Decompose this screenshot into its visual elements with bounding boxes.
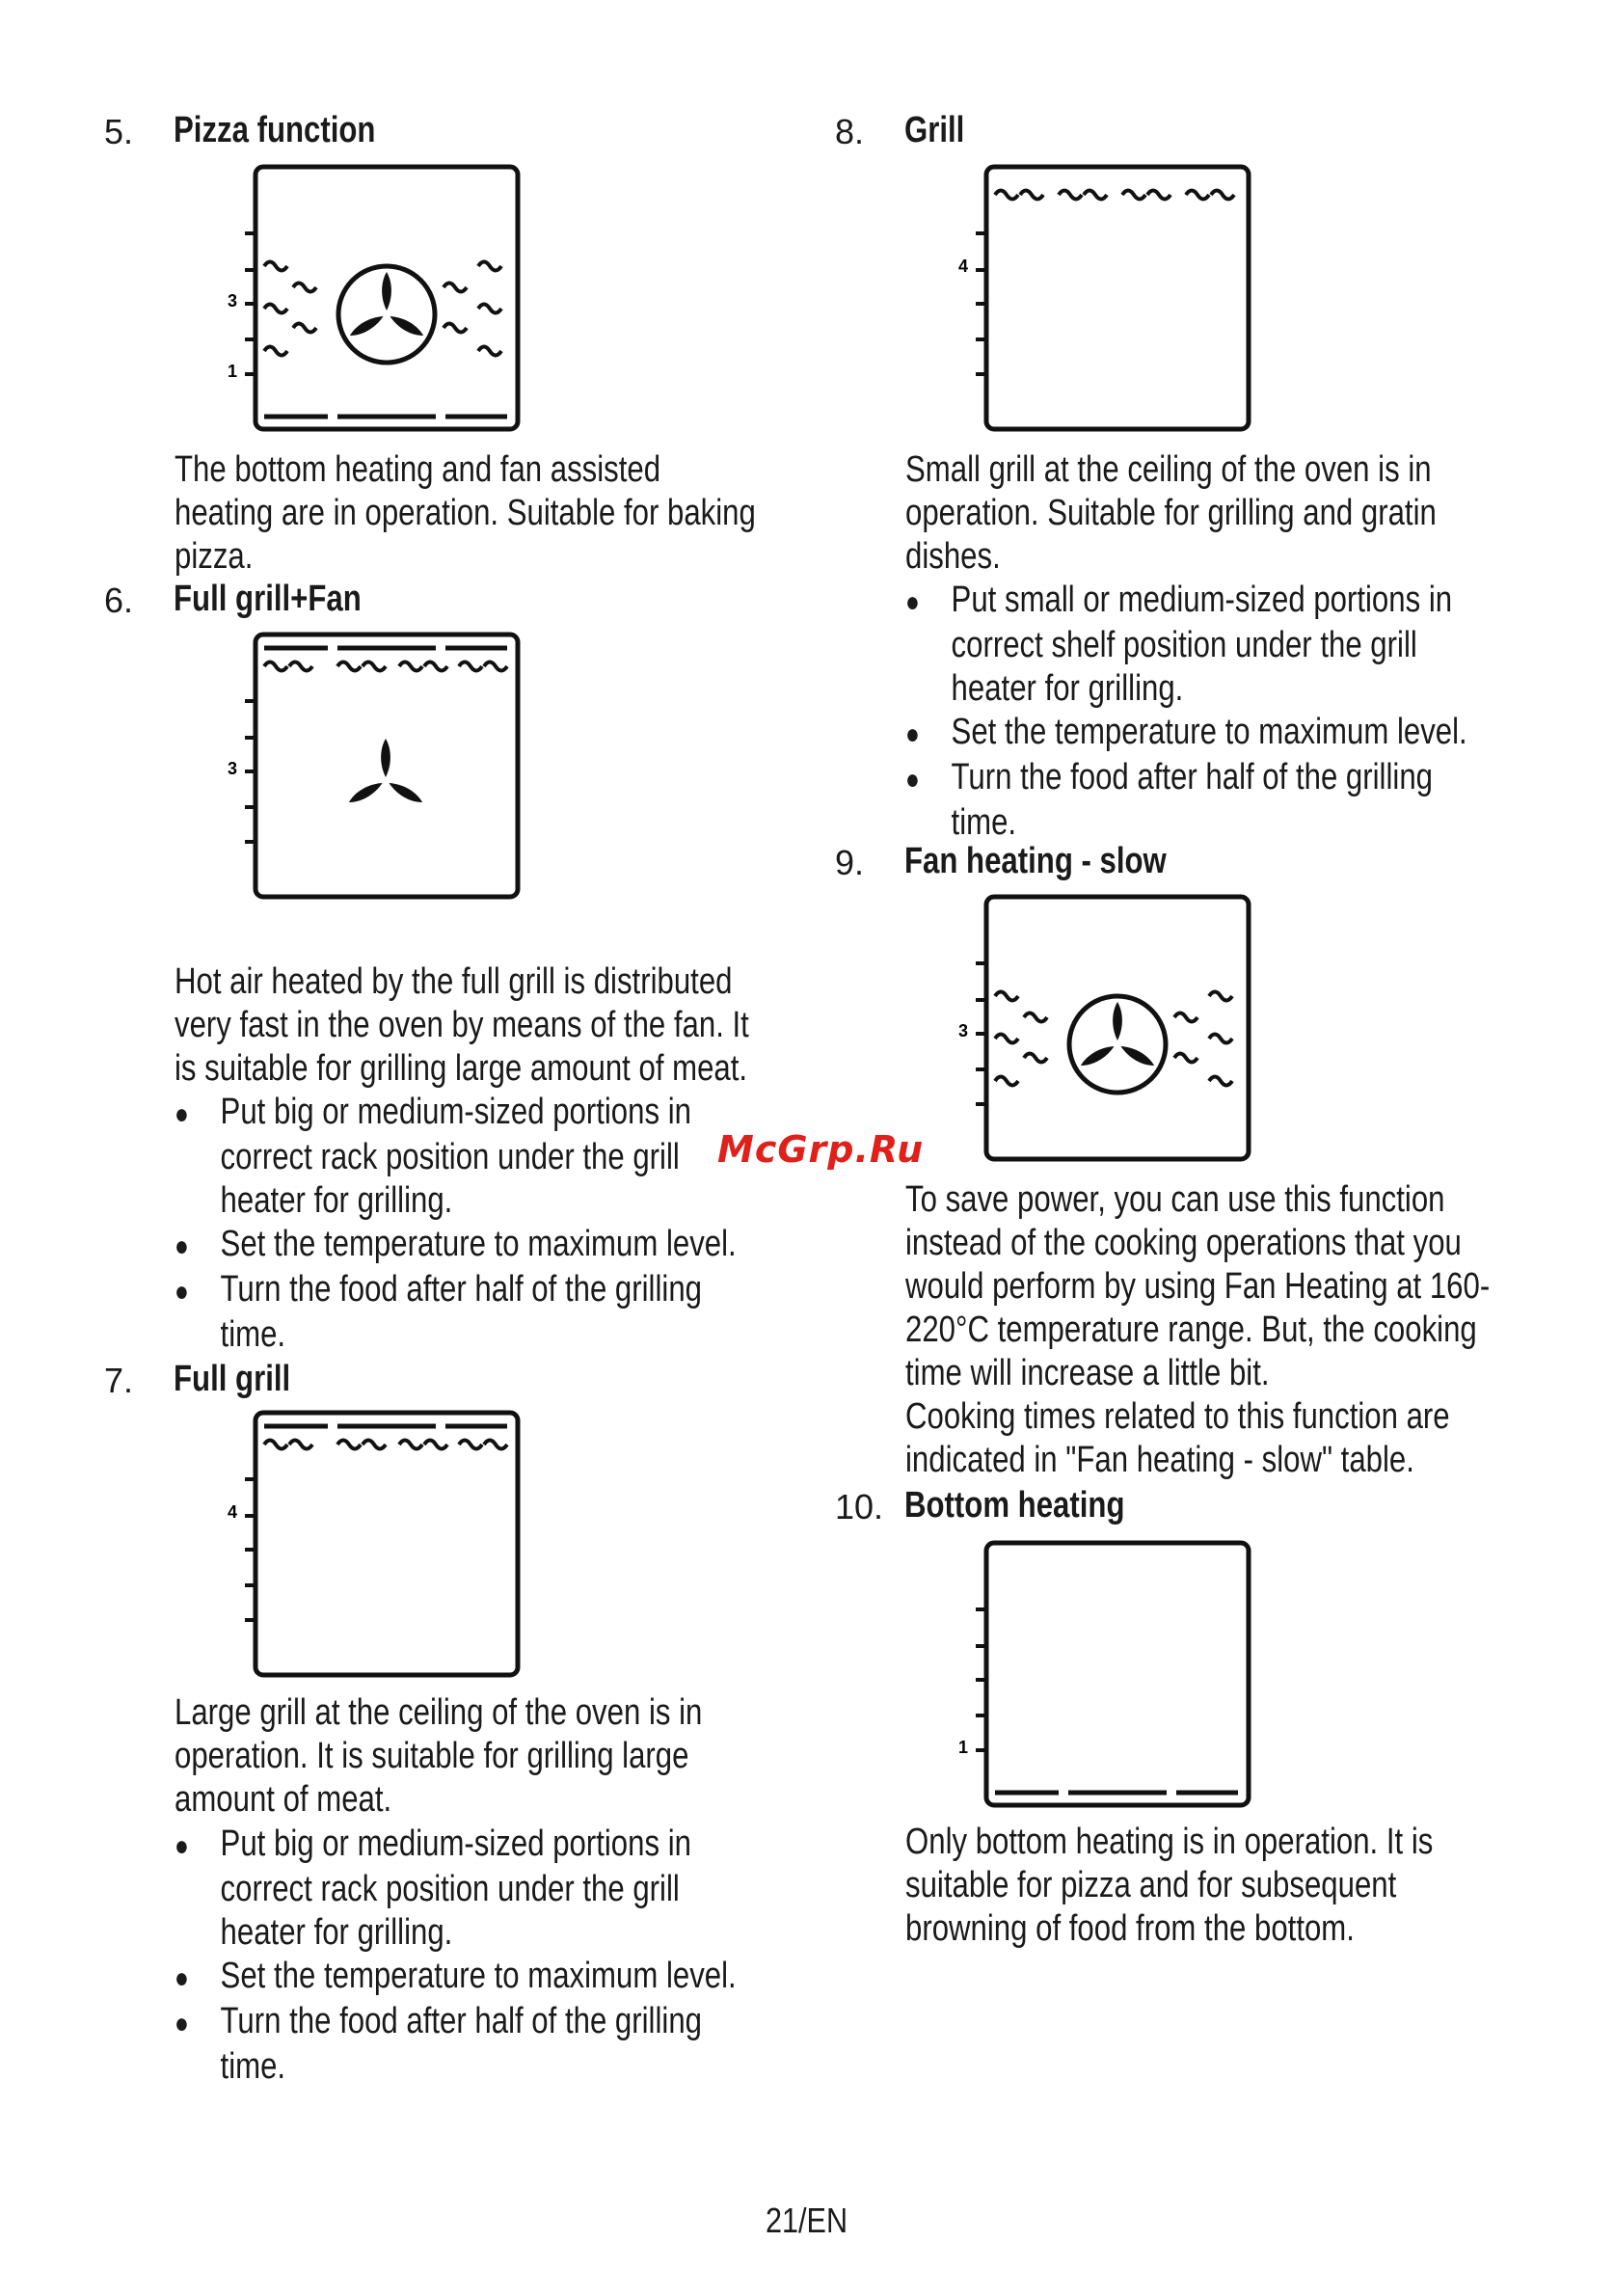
shelf-label: 3	[228, 759, 238, 778]
section-7-description: Large grill at the ceiling of the oven is in operation. It is suitable for grilling large amount of meat.	[175, 1692, 703, 1820]
shelf-label: 1	[958, 1738, 969, 1757]
section-9-title: Fan heating - slow	[904, 841, 1167, 881]
watermark: McGrp.Ru	[717, 1128, 925, 1171]
fan-heating-slow-icon	[953, 894, 1261, 1174]
section-8-bullets: ● Put small or medium-sized portions in correct shelf position under the grill heater for grilling. ● Set the temperature to maximum level. ● Turn the food after half of the grilling time.	[905, 580, 1467, 843]
section-7-title: Full grill	[174, 1359, 291, 1399]
section-6-title: Full grill+Fan	[174, 579, 362, 619]
section-10-title: Bottom heating	[904, 1485, 1125, 1526]
grill-icon	[953, 164, 1261, 444]
section-8-number: 8.	[835, 112, 865, 151]
section-5-title: Pizza function	[174, 110, 376, 150]
section-8-title: Grill	[904, 110, 965, 150]
section-5-description: The bottom heating and fan assisted heating are in operation. Suitable for baking pizza.	[175, 449, 756, 577]
section-8-description: Small grill at the ceiling of the oven is in operation. Suitable for grilling and gratin dishes.	[905, 449, 1437, 577]
section-6-description: Hot air heated by the full grill is distributed very fast in the oven by means of the fan. It is suitable for grilling large amount of meat.	[175, 961, 749, 1089]
section-6-bullets: ● Put big or medium-sized portions in correct rack position under the grill heater for grilling. ● Set the temperature to maximum level. ● Turn the food after half of the grilling time.	[175, 1092, 737, 1355]
pizza-function-icon	[222, 164, 530, 444]
bottom-heating-icon	[953, 1540, 1261, 1820]
section-7-number: 7.	[104, 1361, 134, 1400]
section-9-description: To save power, you can use this function instead of the cooking operations that you would perform by using Fan Heating at 160- 220°C temperature range. But, the cooking time will increase a little bit. Cooking times related to this function are indicated in "Fan heating - slow" table.	[905, 1179, 1491, 1480]
section-10-number: 10.	[835, 1487, 884, 1526]
shelf-label: 4	[958, 257, 969, 276]
section-10-description: Only bottom heating is in operation. It is suitable for pizza and for subsequent browning of food from the bottom.	[905, 1822, 1434, 1949]
section-9-number: 9.	[835, 843, 865, 882]
section-7-bullets: ● Put big or medium-sized portions in correct rack position under the grill heater for grilling. ● Set the temperature to maximum level. ● Turn the food after half of the grilling time.	[175, 1823, 737, 2087]
section-5-number: 5.	[104, 112, 134, 151]
section-6-number: 6.	[104, 581, 134, 620]
shelf-label: 3	[958, 1021, 969, 1040]
shelf-label: 3	[228, 291, 238, 311]
full-grill-fan-icon	[222, 632, 530, 911]
shelf-label: 1	[228, 362, 238, 381]
shelf-label: 4	[228, 1502, 238, 1522]
full-grill-icon	[222, 1410, 530, 1689]
page-number: 21/EN	[766, 2201, 848, 2240]
